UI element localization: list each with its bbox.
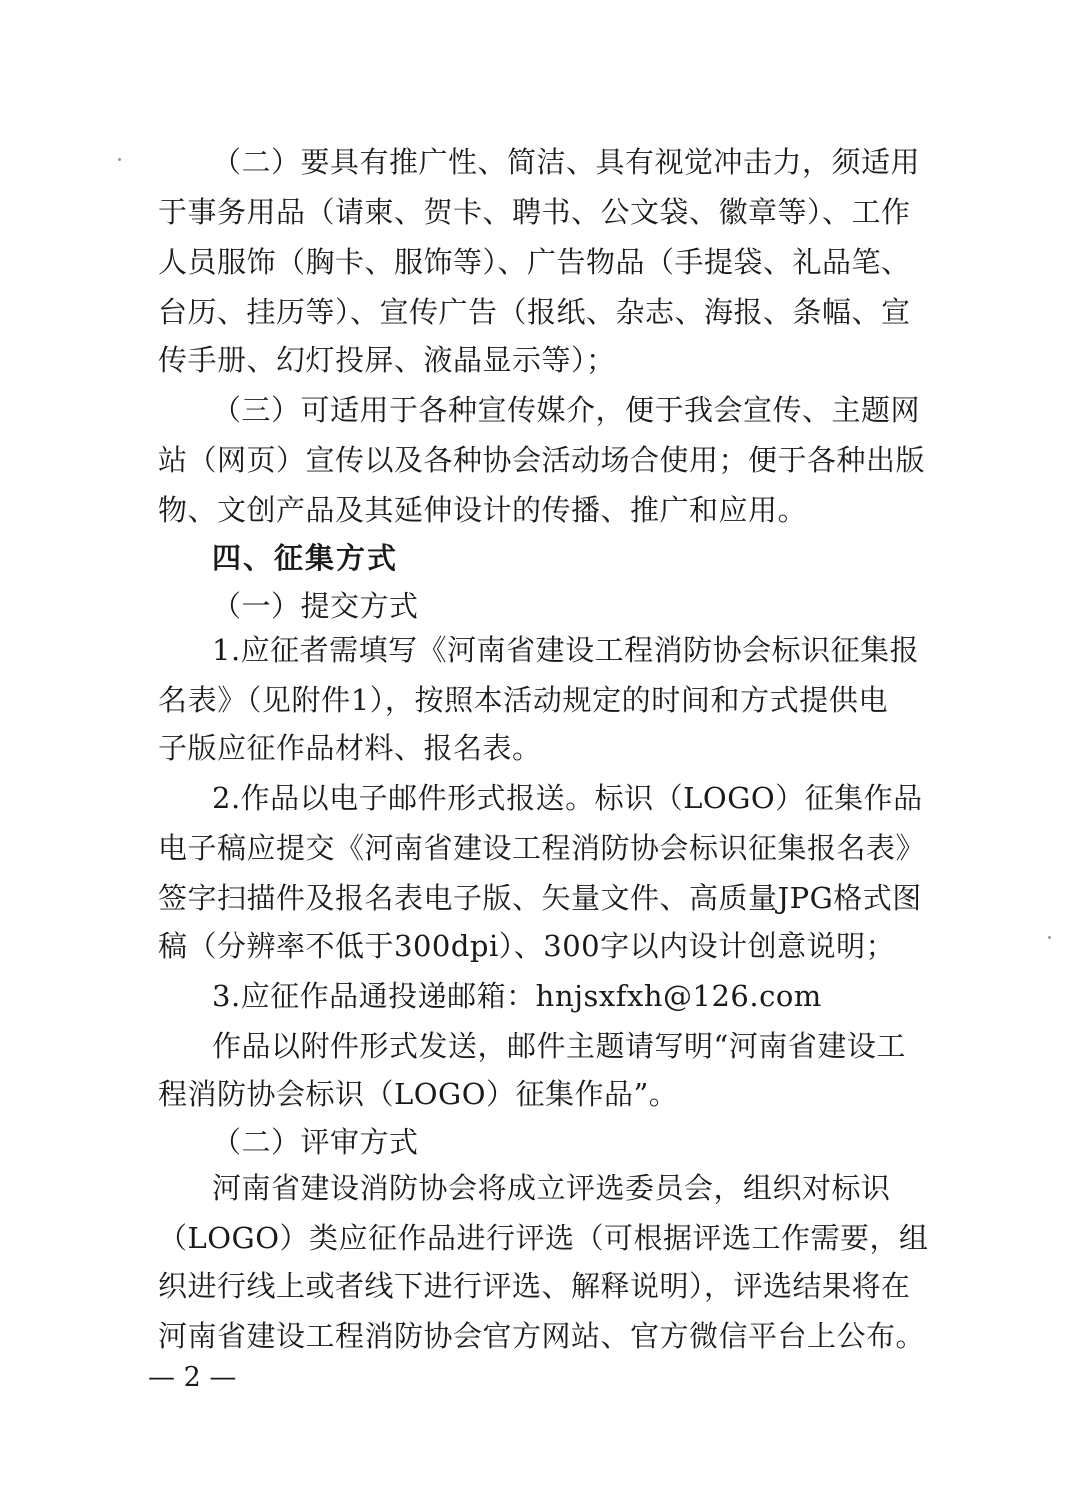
scan-speck <box>118 158 121 161</box>
subsection-heading: （二）评审方式 <box>212 1125 419 1159</box>
paragraph-line: 作品以附件形式发送，邮件主题请写明“河南省建设工 <box>212 1029 906 1063</box>
paragraph-line: 河南省建设工程消防协会官方网站、官方微信平台上公布。 <box>158 1319 926 1353</box>
paragraph-line: （二）要具有推广性、简洁、具有视觉冲击力，须适用 <box>212 145 921 179</box>
subsection-heading: （一）提交方式 <box>212 589 419 623</box>
page-number: — 2 — <box>148 1362 237 1393</box>
paragraph-line: 台历、挂历等）、宣传广告（报纸、杂志、海报、条幅、宣 <box>158 295 911 329</box>
email-line: 3.应征作品通投递邮箱：hnjsxfxh@126.com <box>212 979 822 1013</box>
paragraph-line: 电子稿应提交《河南省建设工程消防协会标识征集报名表》 <box>158 831 926 865</box>
paragraph-line: 站（网页）宣传以及各种协会活动场合使用；便于各种出版 <box>158 443 926 477</box>
paragraph-line: 签字扫描件及报名表电子版、矢量文件、高质量JPG格式图 <box>158 881 922 915</box>
paragraph-line: 2.作品以电子邮件形式报送。标识（LOGO）征集作品 <box>212 781 923 815</box>
paragraph-line: 人员服饰（胸卡、服饰等）、广告物品（手提袋、礼品笔、 <box>158 245 911 279</box>
paragraph-line: 稿（分辨率不低于300dpi）、300字以内设计创意说明； <box>158 929 896 963</box>
paragraph-line: 名表》（见附件1），按照本活动规定的时间和方式提供电 <box>158 683 888 717</box>
paragraph-line: 程消防协会标识（LOGO）征集作品”。 <box>158 1077 679 1111</box>
section-heading: 四、征集方式 <box>212 541 399 575</box>
paragraph-line: 河南省建设消防协会将成立评选委员会，组织对标识 <box>212 1171 891 1205</box>
paragraph-line: 于事务用品（请柬、贺卡、聘书、公文袋、徽章等）、工作 <box>158 195 911 229</box>
paragraph-line: （LOGO）类应征作品进行评选（可根据评选工作需要，组 <box>158 1221 929 1255</box>
paragraph-line: 1.应征者需填写《河南省建设工程消防协会标识征集报 <box>212 633 920 667</box>
paragraph-line: （三）可适用于各种宣传媒介，便于我会宣传、主题网 <box>212 393 921 427</box>
paragraph-line: 织进行线上或者线下进行评选、解释说明），评选结果将在 <box>158 1269 911 1303</box>
paragraph-line: 子版应征作品材料、报名表。 <box>158 731 542 765</box>
paragraph-line: 物、文创产品及其延伸设计的传播、推广和应用。 <box>158 493 808 527</box>
paragraph-line: 传手册、幻灯投屏、液晶显示等）； <box>158 343 616 377</box>
scan-speck <box>1048 936 1051 939</box>
